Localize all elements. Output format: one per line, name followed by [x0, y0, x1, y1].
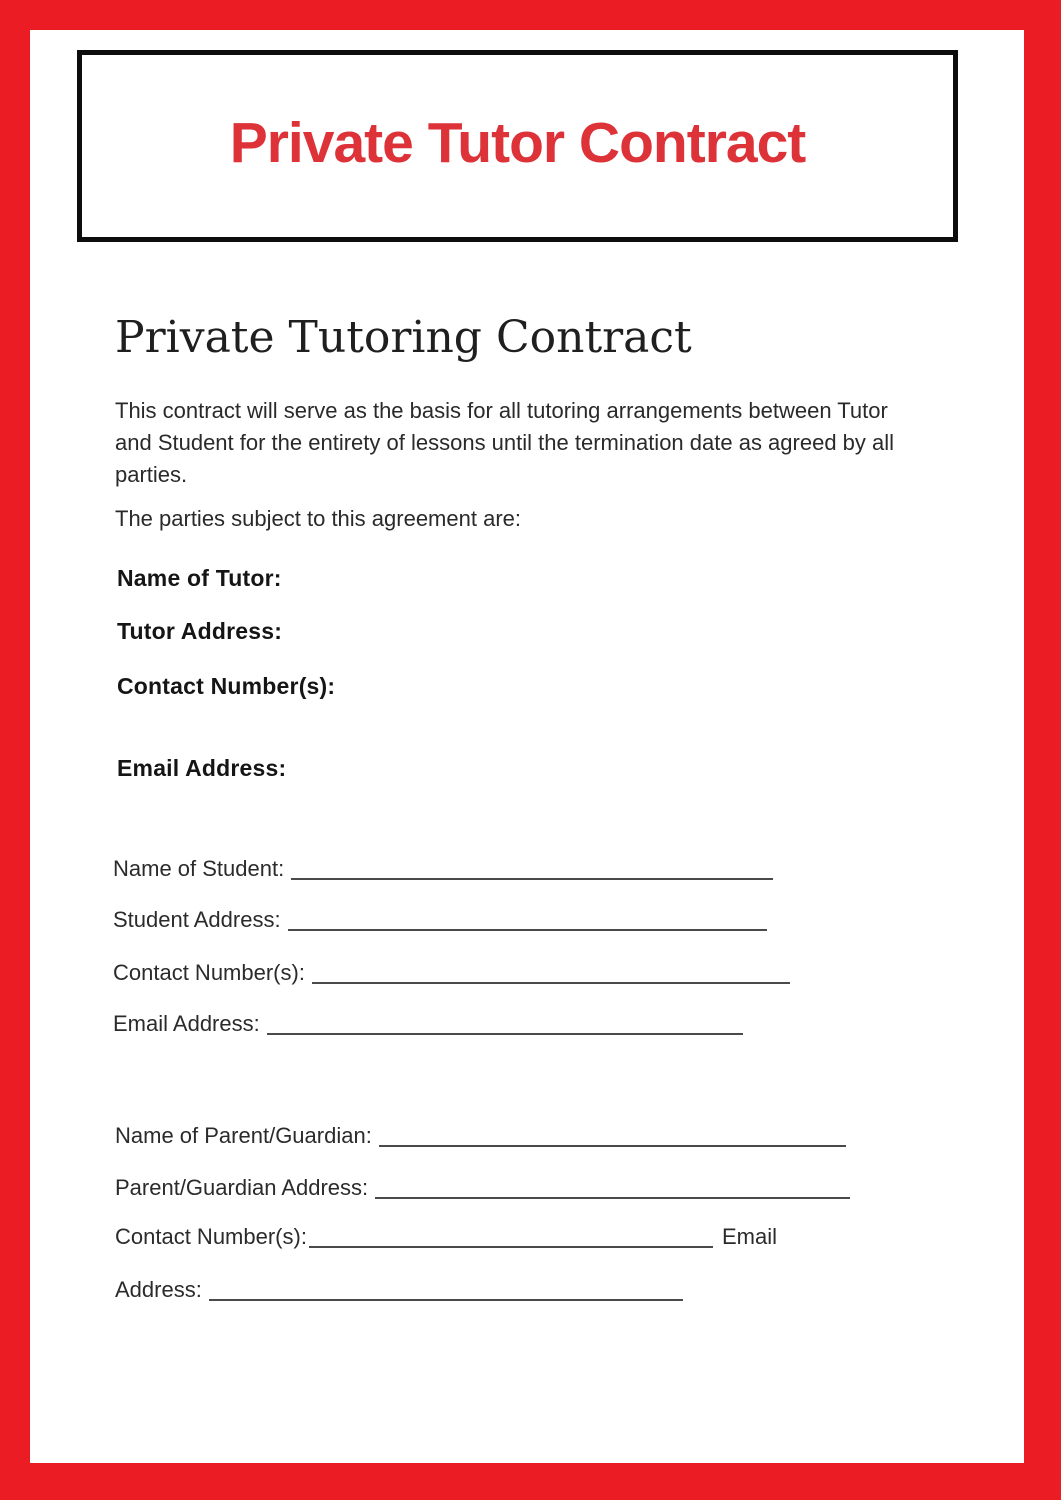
header-box [77, 50, 958, 242]
student-address-blank-line [288, 929, 767, 931]
document-title: Private Tutoring Contract [115, 312, 692, 363]
tutor-name-label: Name of Tutor: [117, 565, 282, 591]
student-contact-blank-line [312, 982, 790, 984]
student-email-blank-line [267, 1033, 743, 1035]
tutor-contact-label: Contact Number(s): [117, 673, 336, 699]
parent-email-word: Email [721, 1224, 777, 1249]
parties-line: The parties subject to this agreement are: [115, 506, 521, 531]
student-name-label: Name of Student: [113, 856, 285, 881]
parent-email-address-label: Address: [115, 1277, 202, 1302]
intro-paragraph: This contract will serve as the basis for all tutoring arrangements between Tutor and Student for the entirety of lessons until the termination date as agreed by all parties. [115, 398, 895, 487]
parent-email-address-blank-line [209, 1299, 683, 1301]
parent-email-address-row [115, 1274, 683, 1304]
student-contact-label: Contact Number(s): [113, 960, 305, 985]
parent-address-row [115, 1172, 850, 1202]
parent-address-blank-line [375, 1197, 850, 1199]
tutor-address-label: Tutor Address: [117, 618, 283, 644]
parent-contact-blank-line [309, 1246, 713, 1248]
parent-name-blank-line [379, 1145, 846, 1147]
tutor-email-label: Email Address: [117, 755, 287, 781]
parent-contact-label: Contact Number(s): [115, 1224, 307, 1249]
parent-name-row [115, 1120, 846, 1150]
parent-contact-row [115, 1221, 777, 1251]
student-email-label: Email Address: [113, 1011, 260, 1036]
student-name-blank-line [291, 878, 773, 880]
student-address-row [113, 904, 767, 934]
student-address-label: Student Address: [113, 907, 281, 932]
student-name-row [113, 853, 773, 883]
document-page [30, 30, 1024, 1463]
parent-name-label: Name of Parent/Guardian: [115, 1123, 372, 1148]
student-contact-row [113, 957, 790, 987]
parent-address-label: Parent/Guardian Address: [115, 1175, 369, 1200]
student-email-row [113, 1008, 743, 1038]
header-title: Private Tutor Contract [229, 111, 806, 175]
